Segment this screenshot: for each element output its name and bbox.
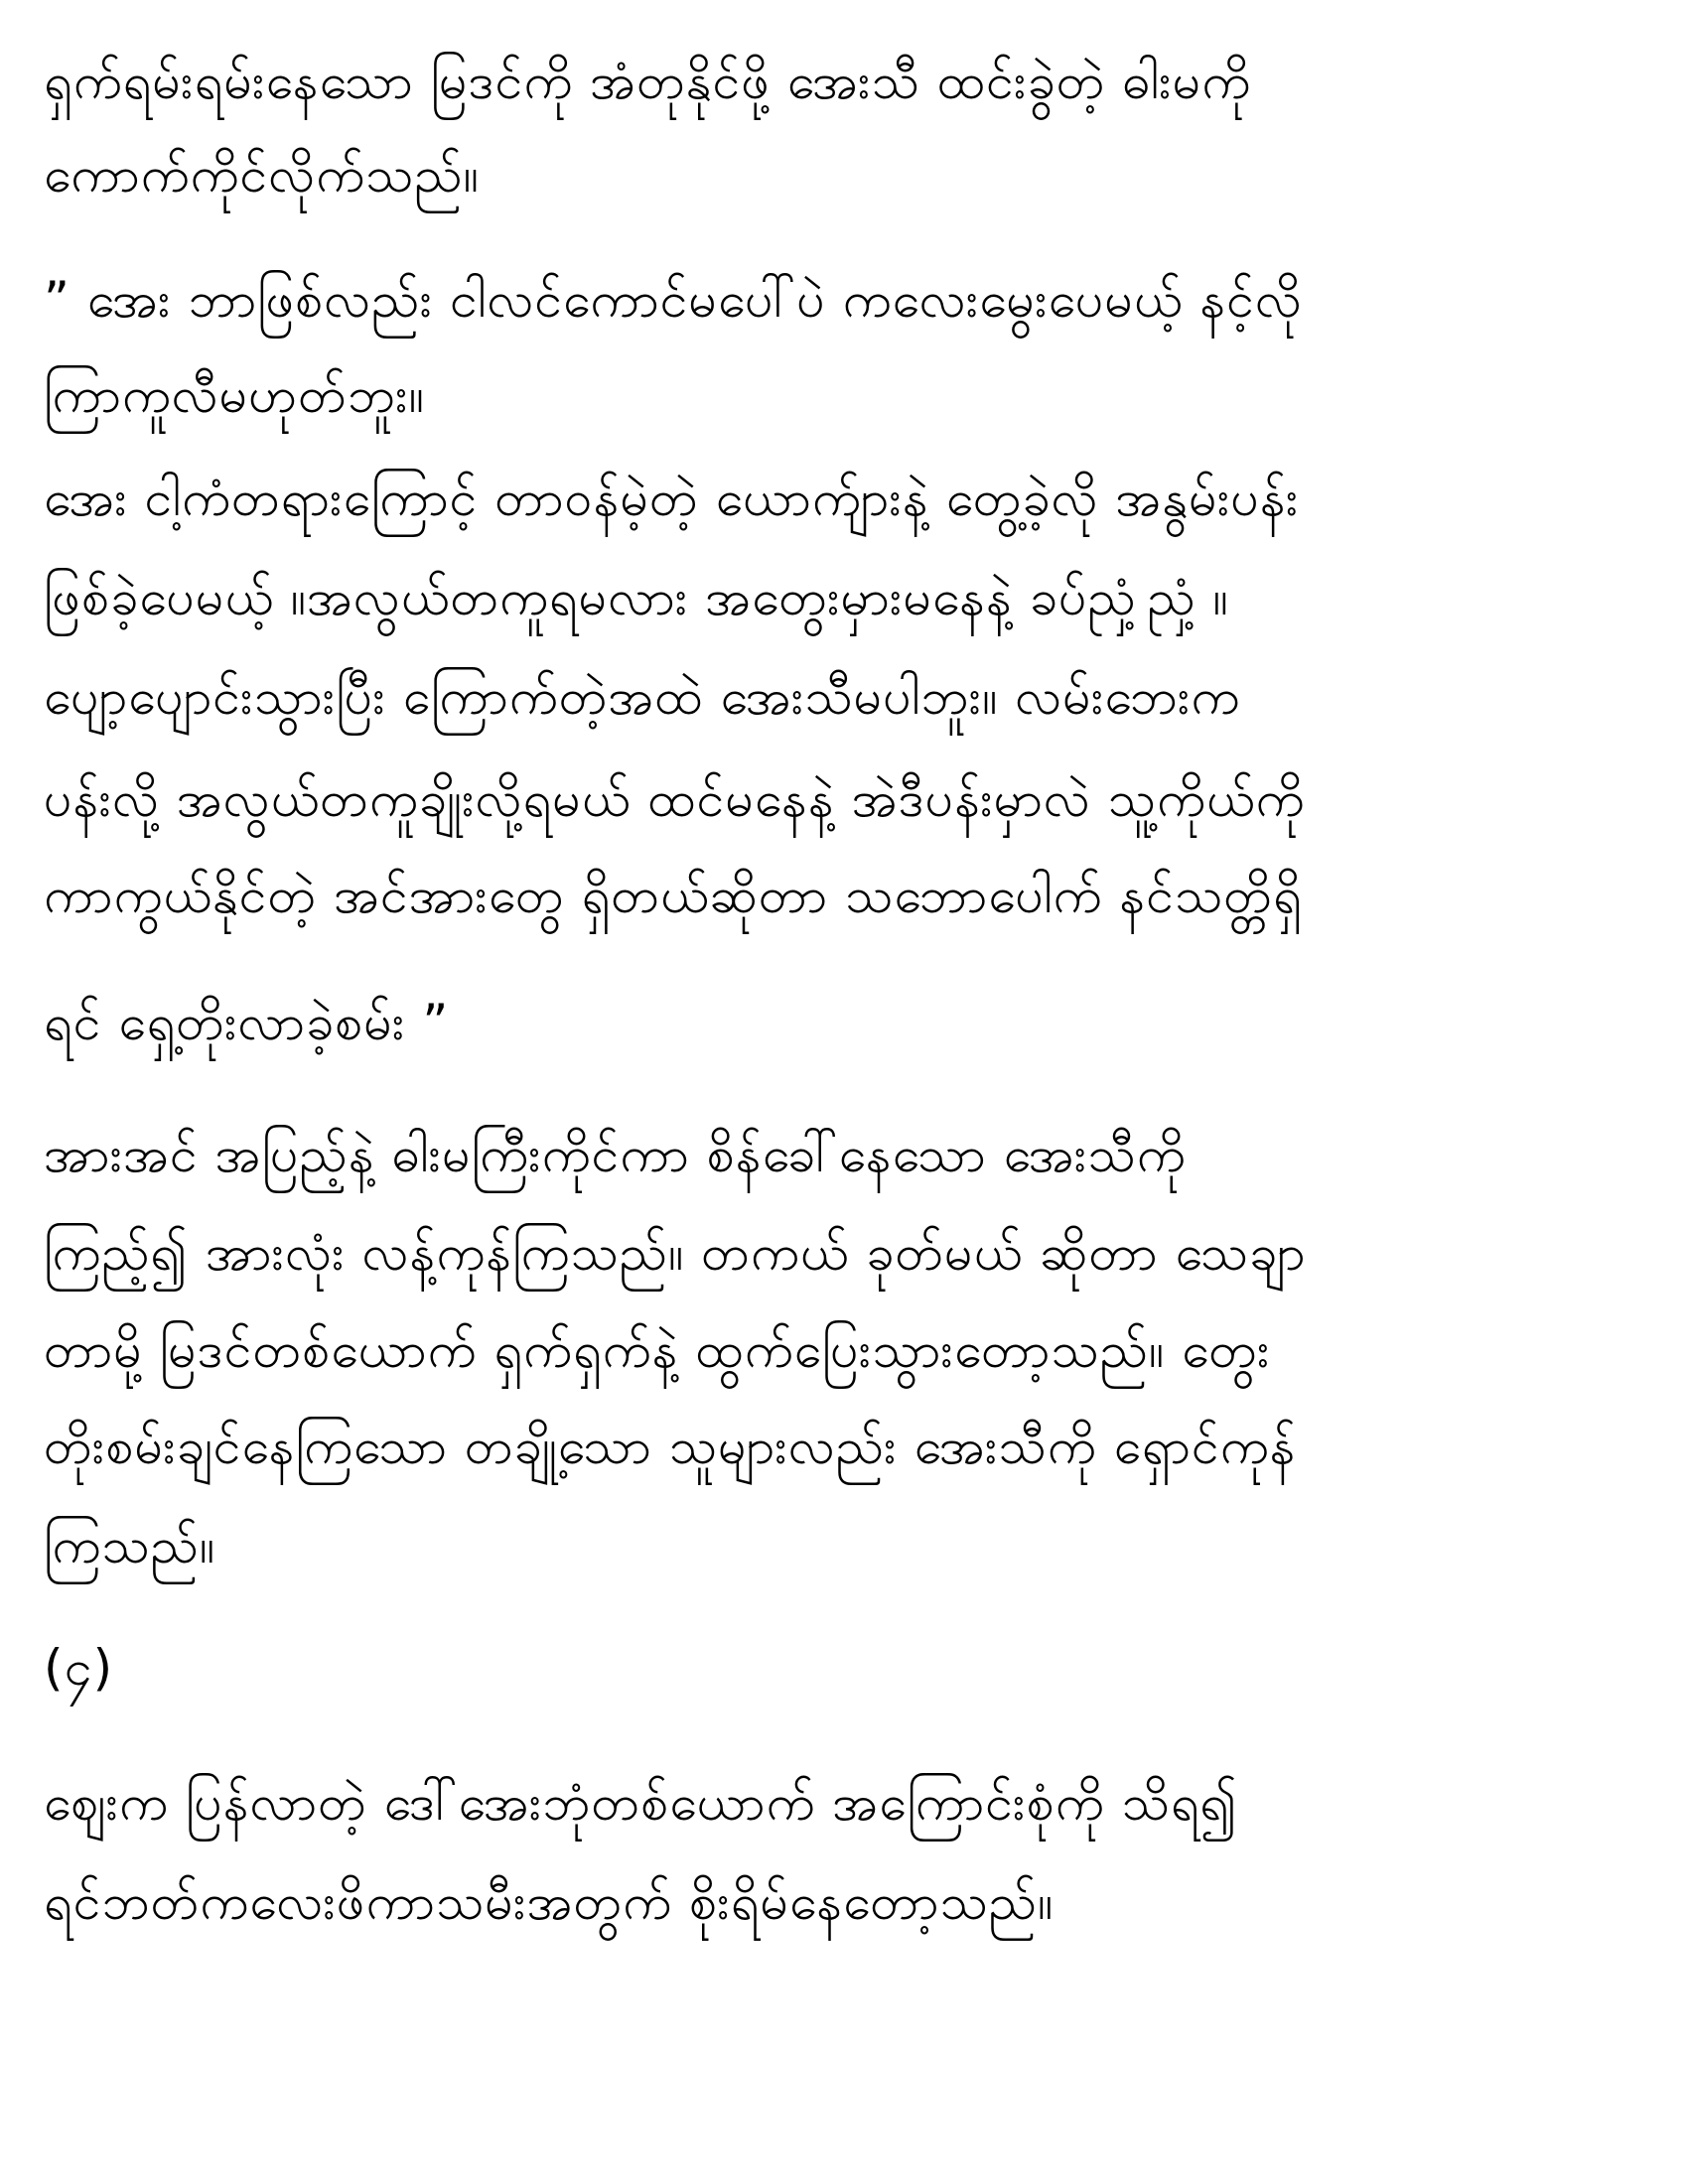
text-line-5: အေး ငါ့ကံတရားကြောင့် တာဝန်မဲ့တဲ့ ယောက်ျားနဲ့ တွေ့ခဲ့လို အနွမ်းပန်း — [44, 470, 1300, 527]
text-line-13: တာမို့ မြဒင်တစ်ယောက် ရှက်ရှက်နဲ့ ထွက်ပြေးသွားတော့သည်။ တွေး — [44, 1321, 1271, 1379]
text-line-11: အားအင် အပြည့်နဲ့ ဓါးမကြီးကိုင်ကာ စိန်ခေါ်နေသော အေးသီကို — [44, 1126, 1187, 1183]
text-line-1: ရှက်ရမ်းရမ်းနေသော မြဒင်ကို အံတုနိုင်ဖို့ အေးသီ ထင်းခွဲတဲ့ ဓါးမကို — [44, 53, 1252, 110]
text-line-6: ဖြစ်ခဲ့ပေမယ့် ။အလွယ်တကူရမလား အတွေးမှားမနေနဲ့ ခပ်ညှံ့ညှံ့ ။ — [44, 569, 1229, 626]
text-line-2: ကောက်ကိုင်လိုက်သည်။ — [44, 146, 480, 204]
text-line-4: ကြာကူလီမဟုတ်ဘူး။ — [44, 366, 425, 424]
text-line-12: ကြည့်၍ အားလုံး လန့်ကုန်ကြသည်။ တကယ် ခုတ်မယ် ဆိုတာ သေချာ — [44, 1224, 1307, 1282]
text-line-17: ဈေးက ပြန်လာတဲ့ ဒေါ်အေးဘုံတစ်ယောက် အကြောင်းစုံကို သိရ၍ — [44, 1774, 1239, 1832]
text-line-9: ကာကွယ်နိုင်တဲ့ အင်အားတွေ ရှိတယ်ဆိုတာ သဘောပေါက် နင်သတ္တိရှိ — [44, 867, 1303, 924]
text-line-18: ရင်ဘတ်ကလေးဖိကာသမီးအတွက် စိုးရိမ်နေတော့သည်။ — [44, 1873, 1055, 1931]
text-line-10: ရင် ရှေ့တိုးလာခဲ့စမ်း ” — [44, 994, 450, 1051]
text-line-8: ပန်းလို့ အလွယ်တကူချိုးလို့ရမယ် ထင်မနေနဲ့ အဲဒီပန်းမှာလဲ သူ့ကိုယ်ကို — [44, 770, 1306, 828]
text-line-7: ပျော့ပျောင်းသွားပြီး ကြောက်တဲ့အထဲ အေးသီမပါဘူး။ လမ်းဘေးက — [44, 668, 1241, 726]
text-line-15: ကြသည်။ — [44, 1517, 216, 1574]
section-number: (၄) — [44, 1639, 114, 1697]
text-line-3: ” အေး ဘာဖြစ်လည်း ငါလင်ကောင်မပေါ်ပဲ ကလေးမွေးပေမယ့် နင့်လို — [44, 271, 1303, 329]
text-line-14: တိုးစမ်းချင်နေကြသော တချို့သော သူများလည်း အေးသီကို ရှောင်ကုန် — [44, 1418, 1297, 1475]
